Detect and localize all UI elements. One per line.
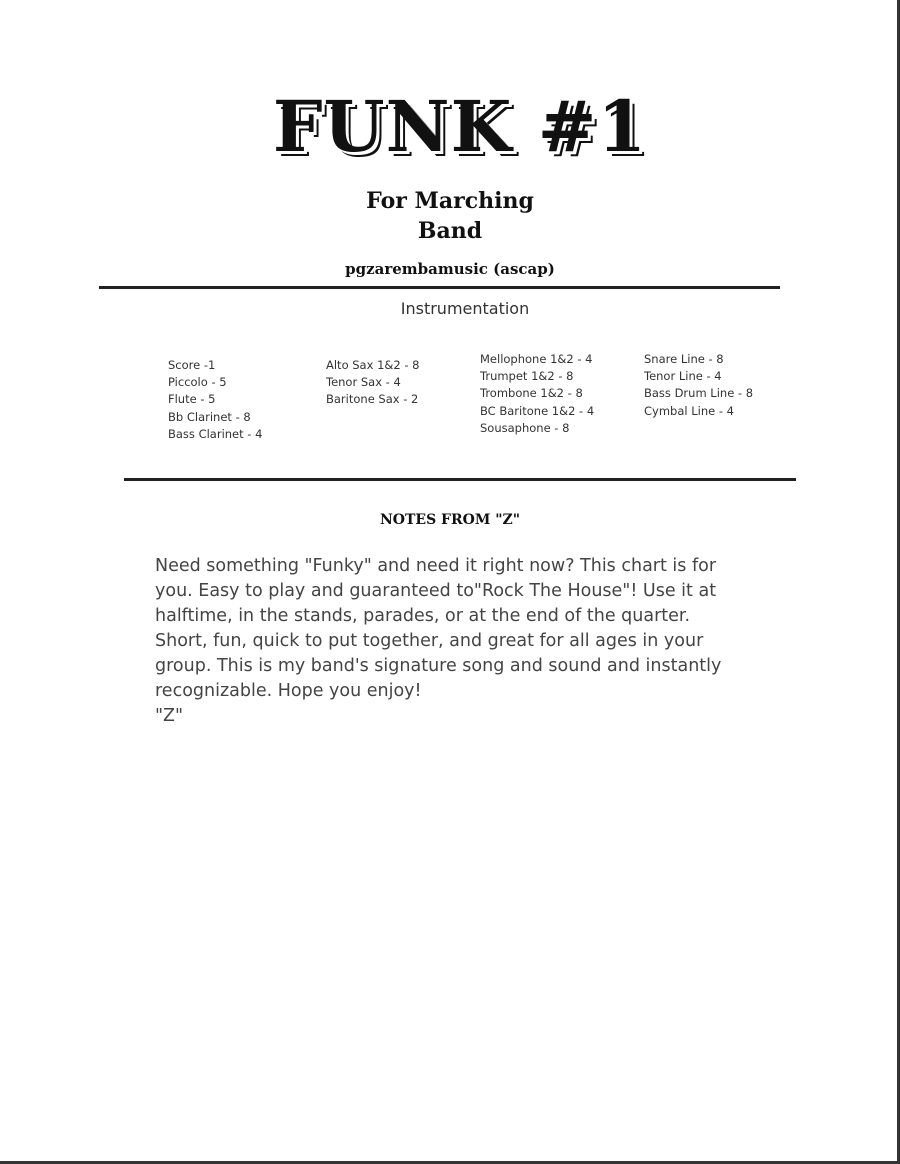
instrumentation-heading: Instrumentation <box>400 299 530 318</box>
page-title: FUNK #1 <box>272 85 648 168</box>
instrument-item: Alto Sax 1&2 - 8 <box>326 358 420 372</box>
subtitle-line-2: Band <box>417 218 483 244</box>
instrument-item: Piccolo - 5 <box>168 375 227 390</box>
instrumentation-column-brass <box>480 351 594 437</box>
instrumentation-column-percussion <box>644 351 753 420</box>
notes-body <box>155 554 745 729</box>
subtitle <box>0 186 900 246</box>
instrument-item: Tenor Sax - 4 <box>326 375 401 390</box>
notes-heading: NOTES FROM "Z" <box>379 512 520 528</box>
publisher: pgzarembamusic (ascap) <box>345 260 555 278</box>
instrument-item: Bass Drum Line - 8 <box>644 386 754 401</box>
notes-signature: "Z" <box>155 706 184 726</box>
instrument-item: Snare Line - 8 <box>644 352 724 366</box>
instrument-item: Score -1 <box>168 358 216 372</box>
instrument-item: Bass Clarinet - 4 <box>168 426 263 441</box>
instrument-item: Bb Clarinet - 8 <box>168 409 251 424</box>
divider-top <box>99 286 780 289</box>
divider-bottom <box>124 478 796 481</box>
instrument-item: Flute - 5 <box>168 392 216 407</box>
instrument-item: Cymbal Line - 4 <box>644 403 734 418</box>
instrument-item: Trombone 1&2 - 8 <box>480 386 583 401</box>
instrument-item: Tenor Line - 4 <box>644 369 722 384</box>
notes-paragraph: Need something "Funky" and need it right now? This chart is for you. Easy to play and guaranteed to"Rock The House"! Use it at halftime, in the stands, parades, or at the end of the quarter. Short, fun, quick to put together, and great for all ages in your group. This is my band's signature song and sound and instantly recognizable. Hope you enjoy! <box>155 556 722 701</box>
instrument-item: BC Baritone 1&2 - 4 <box>480 403 595 418</box>
instrument-item: Baritone Sax - 2 <box>326 392 419 407</box>
subtitle-line-1: For Marching <box>366 188 534 214</box>
instrument-item: Mellophone 1&2 - 4 <box>480 352 593 366</box>
instrument-item: Sousaphone - 8 <box>480 420 570 435</box>
instrumentation-column-woodwinds <box>168 357 262 443</box>
instrumentation-column-saxes <box>326 357 419 409</box>
instrument-item: Trumpet 1&2 - 8 <box>480 369 574 384</box>
